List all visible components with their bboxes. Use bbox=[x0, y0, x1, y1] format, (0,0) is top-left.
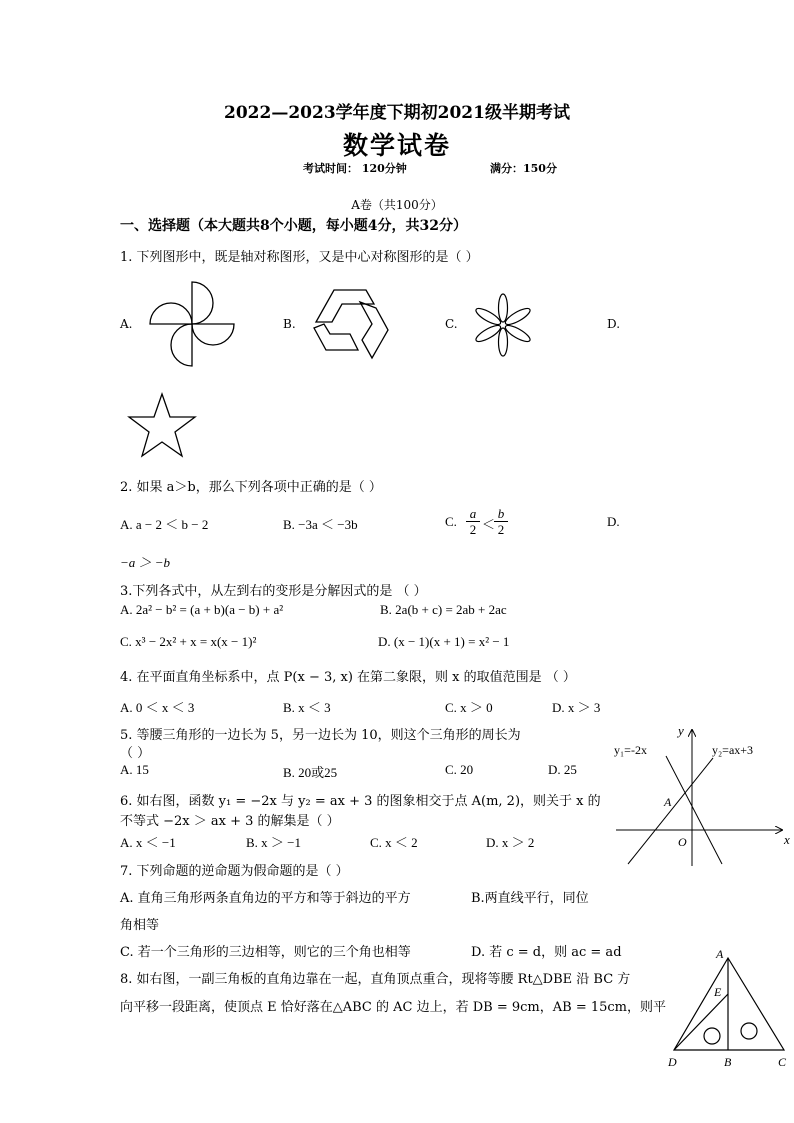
q3-option-c: C. x³ − 2x² + x = x(x − 1)² bbox=[120, 634, 257, 649]
line-y2-label: y₂=ax+3 bbox=[712, 743, 754, 757]
q2-option-d-expr: −a ＞ −b bbox=[120, 555, 171, 570]
q2-c-less-than: ＜ bbox=[482, 517, 496, 532]
q3-option-a: A. 2a² − b² = (a + b)(a − b) + a² bbox=[120, 602, 284, 617]
q5-option-a: A. 15 bbox=[120, 762, 149, 777]
exam-time: 考试时间： 120分钟 bbox=[303, 162, 407, 175]
q6-option-a: A. x ＜ −1 bbox=[120, 835, 176, 850]
part1-heading: 一、选择题（本大题共8个小题，每小题4分，共32分） bbox=[120, 218, 467, 234]
x-axis-label: x bbox=[784, 832, 790, 847]
q3-stem: 3.下列各式中，从左到右的变形是分解因式的是 （ ） bbox=[120, 584, 427, 599]
q7-option-d: D. 若 c = d，则 ac = ad bbox=[471, 945, 622, 960]
q6-function-graph bbox=[610, 722, 794, 868]
q2-c-numerator-b: b bbox=[494, 506, 508, 522]
q4-option-b: B. x ＜ 3 bbox=[283, 700, 331, 715]
q4-option-a: A. 0 ＜ x ＜ 3 bbox=[120, 700, 195, 715]
q8-triangle-figure bbox=[664, 944, 794, 1072]
q7-option-b-cont: 角相等 bbox=[120, 918, 160, 933]
q7-option-c: C. 若一个三角形的三边相等，则它的三个角也相等 bbox=[120, 945, 411, 960]
q7-stem: 7. 下列命题的逆命题为假命题的是（ ） bbox=[120, 864, 349, 879]
three-arrow-figure bbox=[310, 288, 390, 360]
exam-score: 满分：150分 bbox=[490, 162, 557, 175]
q4-option-c: C. x ＞ 0 bbox=[445, 700, 493, 715]
q6-line1: 6. 如右图，函数 y₁ = −2x 与 y₂ = ax + 3 的图象相交于点 A(m, 2)，则关于 x 的 bbox=[120, 794, 601, 809]
hole-left bbox=[704, 1028, 720, 1044]
hole-right bbox=[741, 1023, 757, 1039]
q2-option-b: B. −3a ＜ −3b bbox=[283, 517, 358, 532]
q5-bracket: （ ） bbox=[120, 746, 151, 761]
q1-stem: 1. 下列图形中，既是轴对称图形，又是中心对称图形的是（ ） bbox=[120, 250, 479, 265]
vertex-e-label: E bbox=[714, 985, 722, 999]
q1-option-b: B. bbox=[283, 317, 296, 331]
triangle-outline bbox=[674, 958, 784, 1050]
q5-option-c: C. 20 bbox=[445, 762, 474, 777]
q4-stem: 4. 在平面直角坐标系中，点 P(x − 3, x) 在第二象限，则 x 的取值范围是 （ ） bbox=[120, 670, 576, 685]
q2-stem: 2. 如果 a＞b，那么下列各项中正确的是（ ） bbox=[120, 480, 382, 495]
line-y1 bbox=[666, 756, 722, 864]
q2-option-d-label: D. bbox=[607, 514, 620, 529]
q4-option-d: D. x ＞ 3 bbox=[552, 700, 601, 715]
q5-option-b: B. 20或25 bbox=[283, 765, 338, 780]
q6-option-c: C. x ＜ 2 bbox=[370, 835, 418, 850]
exam-title: 2022—2023学年度下期初2021级半期考试 bbox=[224, 103, 570, 123]
vertex-c-label: C bbox=[778, 1055, 787, 1069]
q1-option-c: C. bbox=[445, 317, 458, 331]
vertex-a-label: A bbox=[716, 947, 724, 961]
q2-option-a: A. a − 2 ＜ b − 2 bbox=[120, 517, 209, 532]
q5-stem: 5. 等腰三角形的一边长为 5，另一边长为 10，则这个三角形的周长为 bbox=[120, 728, 521, 743]
star-figure bbox=[126, 392, 198, 460]
q5-option-d: D. 25 bbox=[548, 762, 577, 777]
q2-option-c-label: C. bbox=[445, 514, 457, 529]
q3-option-d: D. (x − 1)(x + 1) = x² − 1 bbox=[378, 634, 510, 649]
flower-figure bbox=[470, 290, 536, 360]
q1-option-a: A. bbox=[120, 317, 133, 331]
q8-line2: 向平移一段距离，使顶点 E 恰好落在△ABC 的 AC 边上，若 DB = 9cm，AB = 15cm，则平 bbox=[120, 1000, 667, 1015]
q8-line1: 8. 如右图，一副三角板的直角边靠在一起，直角顶点重合，现将等腰 Rt△DBE 沿 BC 方 bbox=[120, 972, 631, 987]
origin-label: O bbox=[678, 835, 687, 849]
q7-option-b: B.两直线平行，同位 bbox=[471, 891, 589, 906]
pinwheel-figure bbox=[148, 280, 238, 370]
y-axis-label: y bbox=[678, 723, 684, 738]
q2-c-fraction-left bbox=[466, 506, 480, 538]
q2-c-denominator-right: 2 bbox=[497, 522, 505, 537]
q2-c-numerator-a: a bbox=[466, 506, 480, 522]
q1-option-d: D. bbox=[607, 317, 621, 331]
vertex-d-label: D bbox=[668, 1055, 677, 1069]
exam-subject: 数学试卷 bbox=[342, 131, 451, 160]
q7-option-a: A. 直角三角形两条直角边的平方和等于斜边的平方 bbox=[120, 891, 411, 906]
vertex-b-label: B bbox=[724, 1055, 732, 1069]
q6-option-b: B. x ＞ −1 bbox=[246, 835, 302, 850]
point-a-label: A bbox=[664, 795, 672, 809]
q2-c-fraction-right bbox=[494, 506, 508, 538]
q2-c-denominator-left: 2 bbox=[469, 522, 477, 537]
q6-line2: 不等式 −2x ＞ ax + 3 的解集是（ ） bbox=[120, 814, 340, 829]
section-a-label: A卷（共100分） bbox=[351, 198, 443, 212]
q6-option-d: D. x ＞ 2 bbox=[486, 835, 535, 850]
line-y2 bbox=[628, 758, 713, 864]
triangle-dbe-hypotenuse bbox=[674, 994, 728, 1050]
line-y1-label: y₁=-2x bbox=[614, 743, 647, 757]
q3-option-b: B. 2a(b + c) = 2ab + 2ac bbox=[380, 602, 507, 617]
